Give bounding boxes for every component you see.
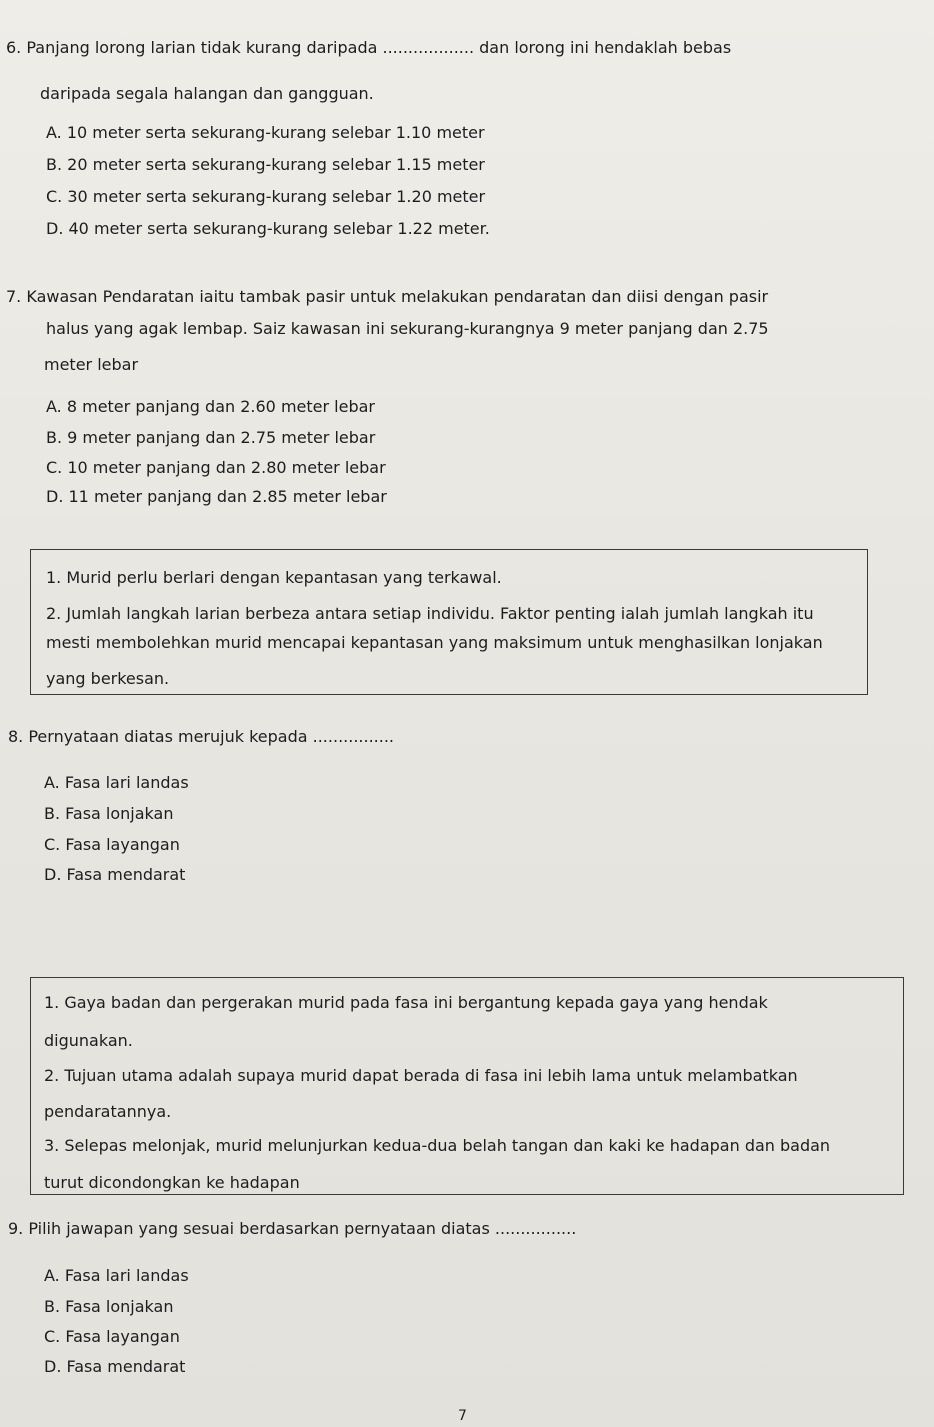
q7-option-a: A. 8 meter panjang dan 2.60 meter lebar <box>46 397 375 416</box>
q7-option-b: B. 9 meter panjang dan 2.75 meter lebar <box>46 428 376 447</box>
q6-option-c: C. 30 meter serta sekurang-kurang selebar 1.20 meter <box>46 187 486 206</box>
q9-line-1: 9. Pilih jawapan yang sesuai berdasarkan pernyataan diatas ................ <box>8 1219 577 1238</box>
box2-line-5: 3. Selepas melonjak, murid melunjurkan kedua-dua belah tangan dan kaki ke hadapan dan badan <box>44 1136 831 1155</box>
box2-line-1: 1. Gaya badan dan pergerakan murid pada fasa ini bergantung kepada gaya yang hendak <box>44 993 768 1012</box>
q7-line-3: meter lebar <box>44 355 139 374</box>
q9-option-a: A. Fasa lari landas <box>44 1266 189 1285</box>
q8-option-b: B. Fasa lonjakan <box>44 804 174 823</box>
q9-option-d: D. Fasa mendarat <box>44 1357 186 1376</box>
q8-option-a: A. Fasa lari landas <box>44 773 189 792</box>
q8-line-1: 8. Pernyataan diatas merujuk kepada ................ <box>8 727 395 746</box>
q8-option-d: D. Fasa mendarat <box>44 865 186 884</box>
box1-line-2: 2. Jumlah langkah larian berbeza antara setiap individu. Faktor penting ialah jumlah langkah itu <box>46 604 814 623</box>
q6-option-d: D. 40 meter serta sekurang-kurang selebar 1.22 meter. <box>46 219 490 238</box>
box1-line-1: 1. Murid perlu berlari dengan kepantasan yang terkawal. <box>46 568 502 587</box>
q6-option-b: B. 20 meter serta sekurang-kurang selebar 1.15 meter <box>46 155 485 174</box>
q7-option-c: C. 10 meter panjang dan 2.80 meter lebar <box>46 458 386 477</box>
q7-line-1: 7. Kawasan Pendaratan iaitu tambak pasir untuk melakukan pendaratan dan diisi dengan pasir <box>6 287 769 306</box>
page-number: 7 <box>458 1408 467 1424</box>
q8-option-c: C. Fasa layangan <box>44 835 180 854</box>
q7-option-d: D. 11 meter panjang dan 2.85 meter lebar <box>46 487 387 506</box>
box2-line-2: digunakan. <box>44 1031 133 1050</box>
q6-line-2: daripada segala halangan dan gangguan. <box>40 84 374 103</box>
box1-line-3: mesti membolehkan murid mencapai kepantasan yang maksimum untuk menghasilkan lonjakan <box>46 633 823 652</box>
box2-line-4: pendaratannya. <box>44 1102 172 1121</box>
box2-line-6: turut dicondongkan ke hadapan <box>44 1173 300 1192</box>
q6-option-a: A. 10 meter serta sekurang-kurang selebar 1.10 meter <box>46 123 485 142</box>
q6-line-1: 6. Panjang lorong larian tidak kurang daripada .................. dan lorong ini hendaklah bebas <box>6 38 732 57</box>
q9-option-c: C. Fasa layangan <box>44 1327 180 1346</box>
q7-line-2: halus yang agak lembap. Saiz kawasan ini sekurang-kurangnya 9 meter panjang dan 2.75 <box>46 319 769 338</box>
box2-line-3: 2. Tujuan utama adalah supaya murid dapat berada di fasa ini lebih lama untuk melambatkan <box>44 1066 798 1085</box>
q9-option-b: B. Fasa lonjakan <box>44 1297 174 1316</box>
box1-line-4: yang berkesan. <box>46 669 170 688</box>
